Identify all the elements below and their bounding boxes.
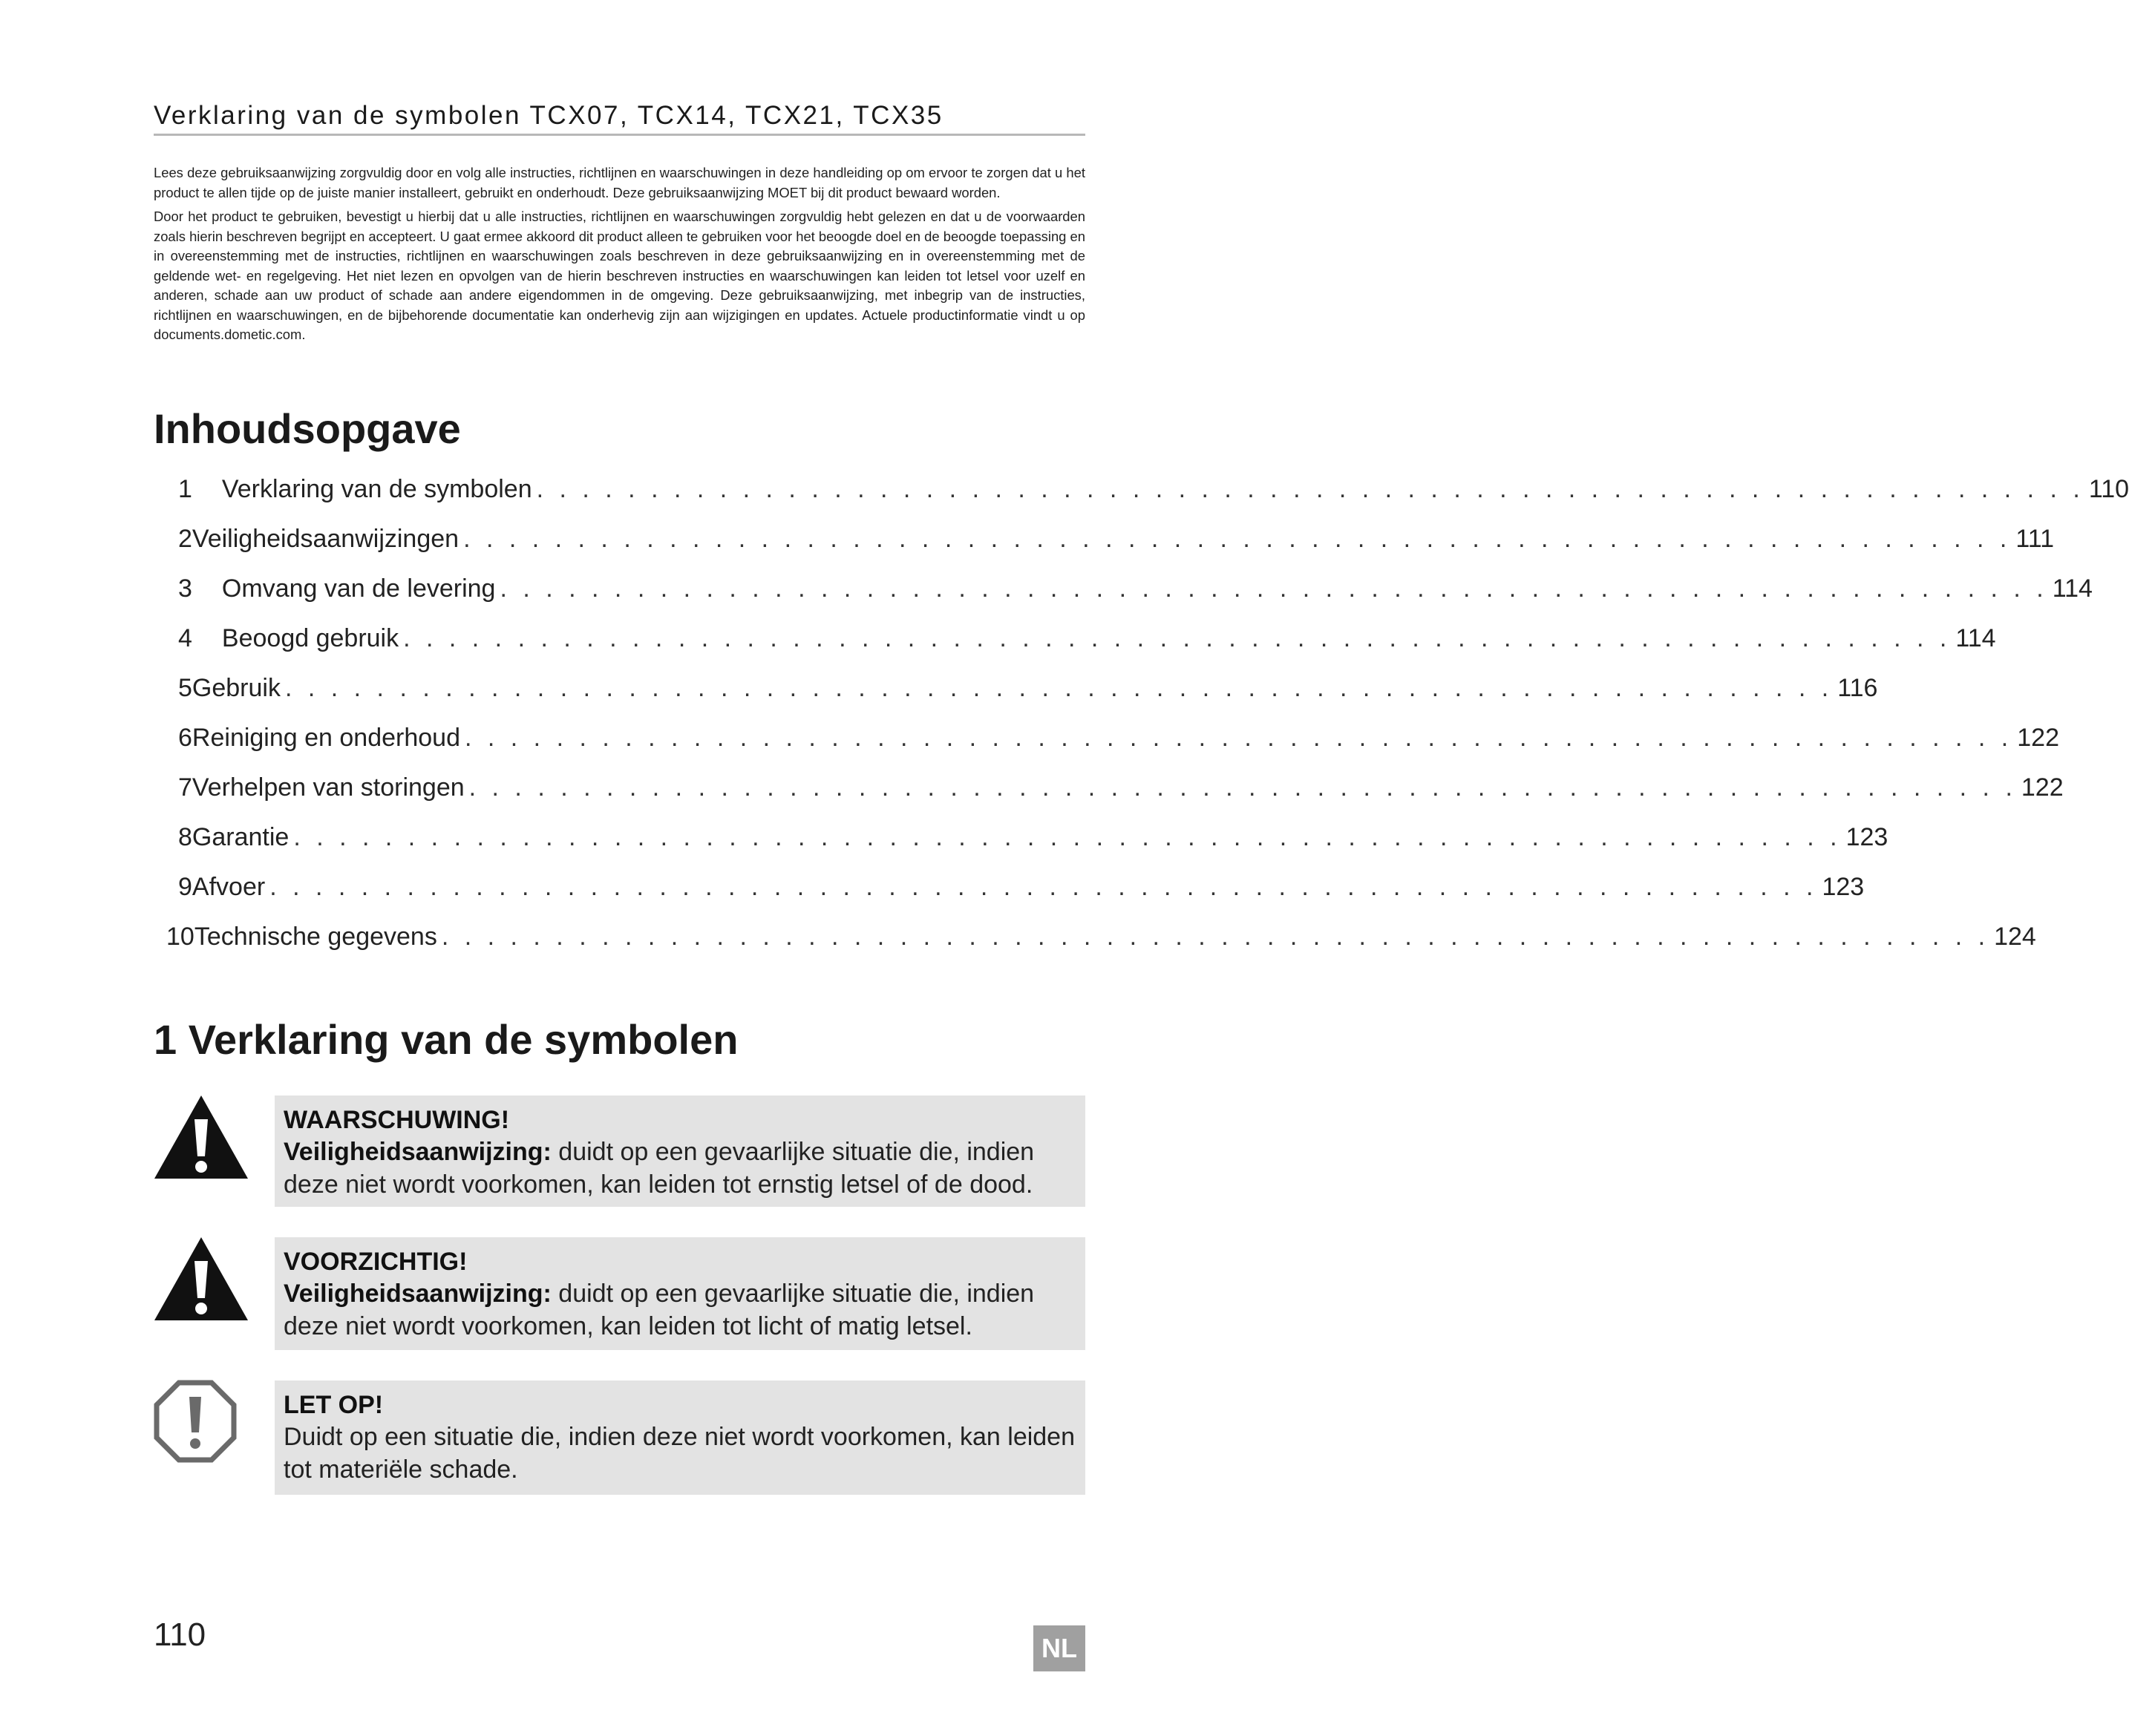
notice-body: duidt op een gevaarlijke situatie die, indien deze niet wordt voorkomen, kan leiden tot ernstig letsel of de dood.: [284, 1138, 1035, 1199]
notice-note: [275, 1380, 1085, 1495]
notice-title: VOORZICHTIG!: [284, 1248, 468, 1276]
notice-body: duidt op een gevaarlijke situatie die, indien deze niet wordt voorkomen, kan leiden tot licht of matig letsel.: [284, 1280, 1035, 1340]
toc-leader-dots: . . . . . . . . . . . . . . . . . . . . . . . . . . . . . . . . . . . . . . . . . . . . . . . . . . . . . . . . . . . . . . . . . . . .: [293, 823, 1842, 851]
toc-entry-label: Veiligheidsaanwijzingen: [192, 525, 460, 553]
notice-text: Duidt op een situatie die, indien deze niet wordt voorkomen, kan leiden tot materiële schade.: [284, 1423, 1076, 1484]
toc-leader-dots: . . . . . . . . . . . . . . . . . . . . . . . . . . . . . . . . . . . . . . . . . . . . . . . . . . . . . . . . . . . . . . . . . . . .: [500, 574, 2048, 603]
toc-entry-page: 114: [1955, 624, 1996, 652]
toc-entry-page: 110: [2088, 475, 2129, 503]
toc-entry-page: 124: [1994, 923, 2036, 951]
toc-entry-number: 1: [178, 475, 192, 503]
section-title: 1 Verklaring van de symbolen: [154, 1016, 739, 1063]
toc-entry[interactable]: [178, 525, 2055, 559]
intro-text: [154, 163, 1085, 350]
caution-triangle-icon: [153, 1236, 249, 1322]
toc-leader-dots: . . . . . . . . . . . . . . . . . . . . . . . . . . . . . . . . . . . . . . . . . . . . . . . . . . . . . . . . . . . . . . . . . . . .: [468, 773, 2017, 802]
toc-entry[interactable]: [178, 873, 1865, 907]
toc-entry-number: 4: [178, 624, 192, 652]
toc-leader-dots: . . . . . . . . . . . . . . . . . . . . . . . . . . . . . . . . . . . . . . . . . . . . . . . . . . . . . . . . . . . . . . . . . . . .: [536, 475, 2084, 503]
toc-entry-number: 6: [178, 724, 192, 752]
toc-leader-dots: . . . . . . . . . . . . . . . . . . . . . . . . . . . . . . . . . . . . . . . . . . . . . . . . . . . . . . . . . . . . . . . . . . . .: [441, 923, 1990, 951]
toc-entry-page: 123: [1845, 823, 1888, 851]
notice-title: LET OP!: [284, 1391, 384, 1419]
notice-octagon-icon: [153, 1379, 238, 1464]
toc-entry-label: Beoogd gebruik: [221, 624, 399, 652]
toc-entry-page: 122: [2017, 724, 2059, 752]
notice-text: [284, 1277, 1076, 1343]
notice-text: [284, 1136, 1076, 1201]
toc-entry[interactable]: [178, 773, 2064, 808]
toc-entry-label: Technische gegevens: [194, 923, 437, 951]
toc-entry-page: 122: [2021, 773, 2064, 802]
toc-entry-page: 116: [1837, 674, 1878, 702]
toc-entry-label: Garantie: [192, 823, 290, 851]
toc-entry[interactable]: [166, 923, 2036, 957]
toc-title: Inhoudsopgave: [154, 405, 461, 452]
toc-entry-label: Reiniging en onderhoud: [192, 724, 460, 752]
notice-lead: Veiligheidsaanwijzing:: [284, 1280, 552, 1308]
toc-leader-dots: . . . . . . . . . . . . . . . . . . . . . . . . . . . . . . . . . . . . . . . . . . . . . . . . . . . . . . . . . . . . . . . . . . . .: [463, 525, 2012, 553]
toc-entry-number: 5: [178, 674, 192, 702]
toc-entry-label: Verhelpen van storingen: [192, 773, 465, 802]
toc-entry-number: 8: [178, 823, 192, 851]
toc-leader-dots: . . . . . . . . . . . . . . . . . . . . . . . . . . . . . . . . . . . . . . . . . . . . . . . . . . . . . . . . . . . . . . . . . . . .: [269, 873, 1818, 901]
toc-entry-label: Omvang van de levering: [221, 574, 496, 603]
toc-entry-label: Gebruik: [192, 674, 281, 702]
toc-entry-number: 9: [178, 873, 192, 901]
language-badge: NL: [1033, 1625, 1085, 1671]
toc-entry-label: Verklaring van de symbolen: [221, 475, 532, 503]
toc-entry[interactable]: [178, 823, 1888, 857]
toc-entry[interactable]: [178, 624, 1996, 658]
toc-entry[interactable]: [178, 574, 2093, 609]
toc-entry[interactable]: [178, 475, 2129, 509]
notice-lead: Veiligheidsaanwijzing:: [284, 1138, 552, 1166]
intro-paragraph-1: Lees deze gebruiksaanwijzing zorgvuldig door en volg alle instructies, richtlijnen en waarschuwingen in deze handleiding op om ervoor te zorgen dat u het product te allen tijde op de juiste manier installeert, gebruikt en onderhoudt. Deze gebruiksaanwijzing MOET bij dit product bewaard worden.: [154, 165, 1085, 200]
notice-title: WAARSCHUWING!: [284, 1106, 510, 1134]
page-number: 110: [154, 1617, 206, 1653]
intro-paragraph-2: Door het product te gebruiken, bevestigt u hierbij dat u alle instructies, richtlijnen en waarschuwingen zorgvuldig hebt gelezen en dat u de voorwaarden zoals hierin beschreven begrijpt en accepteert. U gaat ermee akkoord dit product alleen te gebruiken voor het beoogde doel en de beoogde toepassing en in overeenstemming met de instructies, richtlijnen en waarschuwingen zoals beschreven in deze gebruiksaanwijzing en in overeenstemming met de geldende wet- en regelgeving. Het niet lezen en opvolgen van de hierin beschreven instructies en waarschuwingen kan leiden tot letsel voor uzelf en anderen, schade aan uw product of schade aan andere eigendommen in de omgeving. Deze gebruiksaanwijzing, met inbegrip van de instructies, richtlijnen en waarschuwingen, en de bijbehorende documentatie kan onderhevig zijn aan wijzigingen en updates. Actuele productinformatie vindt u op documents.dometic.com.: [154, 209, 1085, 342]
toc-entry-page: 123: [1822, 873, 1865, 901]
toc-entry-number: 2: [178, 525, 192, 553]
running-header: Verklaring van de symbolen TCX07, TCX14, TCX21, TCX35: [154, 101, 1085, 136]
notice-caution: [275, 1237, 1085, 1350]
toc-leader-dots: . . . . . . . . . . . . . . . . . . . . . . . . . . . . . . . . . . . . . . . . . . . . . . . . . . . . . . . . . . . . . . . . . . . .: [465, 724, 2013, 752]
toc-entry[interactable]: [178, 674, 1878, 708]
toc-entry-number: 7: [178, 773, 192, 802]
warning-triangle-icon: [153, 1094, 249, 1180]
toc-leader-dots: . . . . . . . . . . . . . . . . . . . . . . . . . . . . . . . . . . . . . . . . . . . . . . . . . . . . . . . . . . . . . . . . . . . .: [403, 624, 1952, 652]
toc-leader-dots: . . . . . . . . . . . . . . . . . . . . . . . . . . . . . . . . . . . . . . . . . . . . . . . . . . . . . . . . . . . . . . . . . . . .: [284, 674, 1834, 702]
notice-warning: [275, 1095, 1085, 1207]
toc-entry-label: Afvoer: [192, 873, 266, 901]
toc-entry-page: 114: [2052, 574, 2093, 603]
toc-entry-page: 111: [2015, 525, 2055, 553]
toc-entry-number: 3: [178, 574, 192, 603]
toc-entry[interactable]: [178, 724, 2059, 758]
toc-entry-number: 10: [166, 923, 194, 951]
